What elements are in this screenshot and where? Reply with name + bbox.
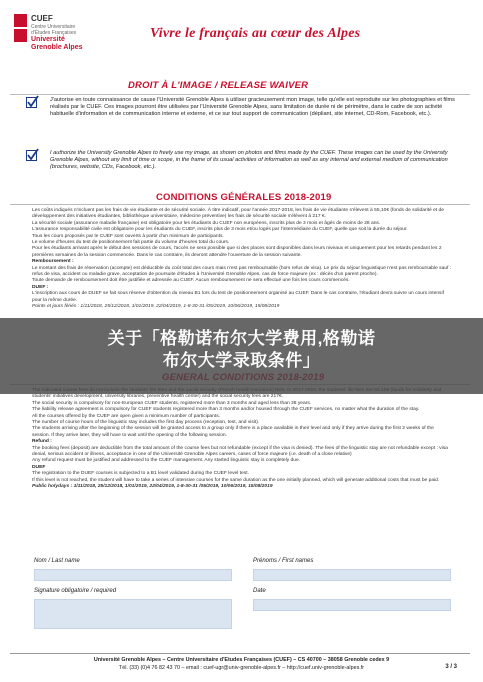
condition-line: Le montant des frais de réservation (acompte) est déductible du coût total des cours mais n'est pas remboursable (hors refus de visa). Le prix du séjour linguistique n'est pas remboursable sauf : refus de visa, accident ou maladie grave, acceptation de poursuite d'études à l'Université Grenoble Alpes, cas de force majeure (ex : décès d'un parent proche). bbox=[32, 265, 452, 278]
image-rights-title: DROIT À L'IMAGE / RELEASE WAIVER bbox=[128, 80, 309, 91]
logo-university: Université Grenoble Alpes bbox=[31, 36, 83, 51]
consent-checkbox-en[interactable] bbox=[26, 150, 37, 161]
checkmark-icon bbox=[26, 148, 40, 162]
page-number: 3 / 3 bbox=[445, 664, 457, 670]
condition-line: Public holydays : 1/11/2018, 25/12/2018, 1/01/2019, 22/04/2019, 1-8-30-31 /05/2019, 10/06/2019, 15/08/2019 bbox=[32, 484, 273, 490]
condition-line: If this level is not reached, the student will have to take a series of intensive courses for the same duration as the one initially planned, which will generate additional costs that must be paid. bbox=[32, 477, 440, 483]
date-label: Date bbox=[253, 588, 266, 594]
conditions-fr-title: CONDITIONS GÉNÉRALES 2018-2019 bbox=[156, 192, 332, 203]
condition-line: The number of course hours of the linguistic stay includes the first day process (reception, test, and visit). bbox=[32, 420, 260, 426]
footer-divider bbox=[10, 653, 470, 654]
signature-field[interactable] bbox=[34, 599, 232, 629]
condition-line: Toute demande de remboursement doit être justifiée et adressée au CUEF. Aucun remboursement ne sera effectué une fois les cours commencés. bbox=[32, 278, 350, 284]
cuef-logo bbox=[14, 14, 83, 58]
condition-line: The social security is compulsory for non-European CUEF students, registered more than 3 months and aged less than 28 years. bbox=[32, 400, 312, 406]
condition-subheading: Refund : bbox=[32, 439, 52, 445]
condition-line: All the courses offered by the CUEF are open given a minimum number of participants. bbox=[32, 413, 221, 419]
condition-line: Les coûts indiqués n'incluent pas les frais de vie étudiante et de sécurité sociale. À titre indicatif, pour l'année 2017-2018, les frais de vie étudiante s'élevent à 55,10€ (fonds de solidarité et de développement des initiatives étudiantes, bibliothèque universitaire, médecine préventive) les frais de sécurité sociale s'élèvent à 217 €. bbox=[32, 208, 444, 220]
image-rights-en-text: I authorize the University Grenoble Alpes to freely use my image, as shown on photos and films made by the CUEF. These images can be used by the University Grenoble Alpes, without any limit of time or scope, in the frame of its usual activities of information as well as any internal and external medium of communication (brochures, website, CDs, Facebook, etc.). bbox=[50, 150, 448, 170]
condition-line: students' initiatives development, university libraries, preventive health center) and the social security fees are 217€. bbox=[32, 394, 284, 400]
page-slogan: Vivre le français au cœur des Alpes bbox=[150, 26, 361, 41]
divider bbox=[10, 204, 470, 205]
condition-line: Pour les étudiants arrivant après le début des sessions de cours, l'accès ne sera possible que si des places sont disponibles dans leurs niveaux et uniquement pour les retards pendant les 2 premières semaines de la session commencée. Dans le cas contraire, ils devront attendre l'ouverture de la session suivante. bbox=[32, 246, 442, 258]
logo-brand: CUEF bbox=[31, 14, 53, 23]
condition-line: Points et jours fériés : 1/11/2018, 25/12/2018, 1/01/2019, 22/04/2019, 1-8-30-31 /05/2019, 10/06/2019, 15/08/2019 bbox=[32, 304, 280, 310]
first-name-field[interactable] bbox=[253, 569, 451, 581]
logo-square-icon bbox=[14, 29, 27, 42]
condition-line: The liability release agreement is compulsory for CUEF students registered more than 3 months and/or housed through the CUEF services, no matter what the duration of the stay. bbox=[32, 407, 420, 413]
image-rights-fr-text: J'autorise en toute connaissance de cause l'Université Grenoble Alpes à utiliser gracieusement mon image, telle qu'elle est reproduite sur les photographies et films réalisés par le CUEF. Ces images pourront être utilisées par l'Université Grenoble Alpes, sans limitation de durée ni de périmètre, dans le cadre de son activité habituelle d'information et de communication interne et externe, et ce sur tout support de communication (dépliant, site internet, CD-Rom, Facebook, etc.). bbox=[50, 97, 455, 117]
condition-line: The booking fees (deposit) are deductible from the total amount of the course fees but not refundable (except if the visa is denied). The fees of the linguistic stay are not refundable except : visa denial, serious accident or illness, acceptance in one of the Université Grenoble Alpes careers, cases of force majeure (i.e. death of a close relative) bbox=[32, 445, 448, 458]
condition-line: The students arriving after the beginning of the session will be granted access to a group only if there is a place available in their level and only if they arrive during the first 2 weeks of the session. If they arrive later, they will have to wait until the opening of the following session. bbox=[32, 426, 434, 438]
signature-label: Signature obligatoire / required bbox=[34, 588, 117, 594]
condition-subheading: DUEF : bbox=[32, 284, 49, 290]
last-name-label: Nom / Last name bbox=[34, 558, 80, 564]
condition-subheading: Remboursement : bbox=[32, 259, 74, 265]
consent-checkbox-fr[interactable] bbox=[26, 97, 37, 108]
condition-line: Le volume d'heures du test de positionnement fait partie du volume d'heures total du cours. bbox=[32, 240, 230, 246]
first-name-label: Prénoms / First names bbox=[253, 558, 314, 564]
logo-subtitle: Centre Universitaire d'Études Françaises bbox=[31, 24, 77, 36]
condition-line: L'inscription aux cours de DUEF se fait sous réserve d'obtention du niveau B1 lors du test de positionnement organisé au CUEF. Dans le cas contraire, l'étudiant devra suivre un cours intensif pour la même durée. bbox=[32, 291, 444, 303]
condition-line: The registration to the DUEF courses is subjected to a B1 level validated during the CUEF level test. bbox=[32, 471, 249, 477]
footer-address: Université Grenoble Alpes – Centre Universitaire d'Etudes Françaises (CUEF) – CS 40700 – 38058 Grenoble cedex 9 bbox=[93, 657, 390, 663]
date-field[interactable] bbox=[253, 599, 451, 611]
condition-line: La sécurité sociale (assurance maladie française) est obligatoire pour les étudiants du CUEF non européens, inscrits plus de 3 mois et âgés de moins de 28 ans. bbox=[32, 220, 381, 226]
conditions-en-body bbox=[32, 388, 452, 491]
condition-line: Tous les cours proposés par le CUEF sont ouverts à partir d'un minimum de participants. bbox=[32, 233, 224, 239]
footer-contact: Tél. (33) (0)4 76 82 43 70 – email : cuef-ugr@univ-grenoble-alpes.fr – http://cuef.univ-grenoble-alpes.fr bbox=[118, 665, 365, 671]
logo-square-icon bbox=[14, 14, 27, 27]
overlay-title-line1: 关于「格勒诺布尔大学费用,格勒诺 bbox=[107, 329, 376, 348]
last-name-field[interactable] bbox=[34, 569, 232, 581]
condition-line: Any refund request must be justified and addressed to the CUEF management. Any started linguistic stay is completely due. bbox=[32, 458, 301, 464]
checkmark-icon bbox=[26, 95, 40, 109]
condition-subheading: DUEF bbox=[32, 464, 46, 470]
conditions-fr-body bbox=[32, 208, 452, 311]
overlay-title-line2: 布尔大学录取条件」 bbox=[162, 351, 321, 370]
condition-line: L'assurance responsabilité civile est obligatoire pour les étudiants du CUEF, inscrits plus de 3 mois et/ou logés par l'intermédiaire du CUEF, quelle que soit la durée du séjour. bbox=[32, 227, 408, 233]
divider bbox=[10, 94, 470, 95]
